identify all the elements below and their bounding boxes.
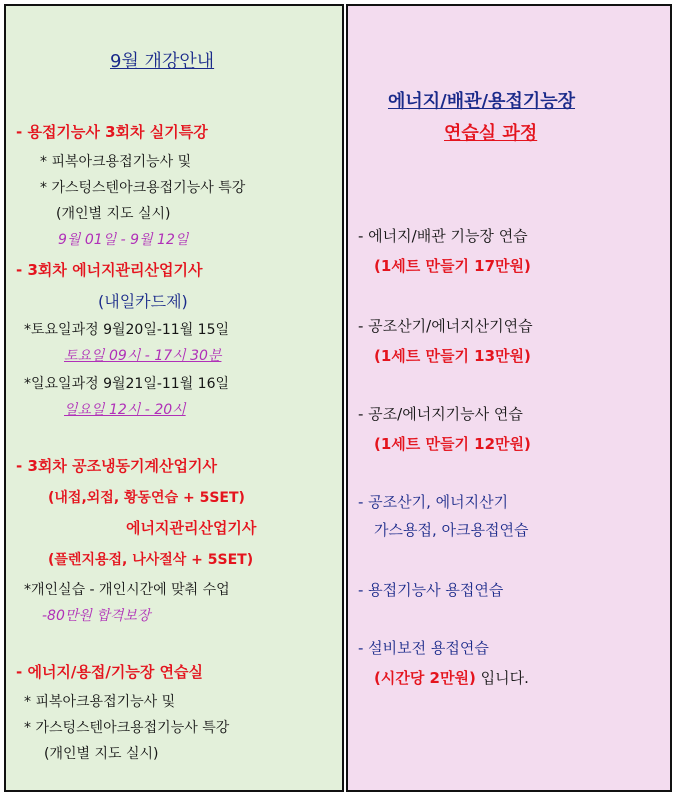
left-title: 9월 개강안내 — [110, 51, 215, 72]
hourly-price: (시간당 2만원) — [374, 669, 476, 687]
section3-guarantee: -80만원 합격보장 — [42, 608, 151, 624]
sat-course: *토요일과정 9월20일-11월 15일 — [24, 322, 230, 338]
section3-heading2: 에너지관리산업기사 — [126, 519, 257, 537]
sat-time: 토요일 09시 - 17시 30분 — [64, 348, 222, 364]
section1-dates: 9월 01일 - 9월 12일 — [58, 232, 189, 248]
course-name: - 에너지/배관 기능장 연습 — [358, 227, 528, 245]
hourly-line — [374, 668, 529, 688]
section1-item: * 가스텅스텐아크용접기능사 특강 — [40, 180, 246, 196]
right-title-line1: 에너지/배관/용접기능장 — [388, 91, 576, 112]
section1-item: (개인별 지도 실시) — [56, 206, 171, 222]
section4-heading: - 에너지/용접/기능장 연습실 — [16, 663, 204, 681]
right-panel — [346, 4, 672, 792]
section3-heading: - 3회차 공조냉동기계산업기사 — [16, 457, 217, 475]
extra1-line2: 가스용접, 아크용접연습 — [374, 521, 529, 539]
section1-item: * 피복아크용접기능사 및 — [40, 154, 192, 170]
extra2: - 용접기능사 용접연습 — [358, 581, 504, 599]
section4-item: * 피복아크용접기능사 및 — [24, 694, 176, 710]
course-price: (1세트 만들기 17만원) — [374, 257, 531, 275]
right-title-line2: 연습실 과정 — [444, 123, 538, 144]
extra3: - 설비보전 용접연습 — [358, 639, 489, 657]
section3-sub2: (플렌지용접, 나사절삭 + 5SET) — [48, 552, 254, 568]
course-price: (1세트 만들기 13만원) — [374, 347, 531, 365]
section2-heading: - 3회차 에너지관리산업기사 — [16, 261, 203, 279]
hourly-suffix: 입니다. — [480, 669, 529, 687]
course-name: - 공조산기/에너지산기연습 — [358, 317, 533, 335]
left-panel — [4, 4, 344, 792]
section3-sub1: (내접,외접, 황동연습 + 5SET) — [48, 490, 245, 506]
section1-heading: - 용접기능사 3회차 실기특강 — [16, 123, 208, 141]
section4-item: * 가스텅스텐아크용접기능사 특강 — [24, 720, 230, 736]
sun-course: *일요일과정 9월21일-11월 16일 — [24, 376, 230, 392]
section4-item: (개인별 지도 실시) — [44, 746, 159, 762]
section2-sub: (내일카드제) — [98, 292, 188, 311]
section3-practice: *개인실습 - 개인시간에 맞춰 수업 — [24, 582, 230, 598]
course-name: - 공조/에너지기능사 연습 — [358, 405, 523, 423]
course-price: (1세트 만들기 12만원) — [374, 435, 531, 453]
sun-time: 일요일 12시 - 20시 — [64, 402, 186, 418]
extra1-line1: - 공조산기, 에너지산기 — [358, 493, 509, 511]
